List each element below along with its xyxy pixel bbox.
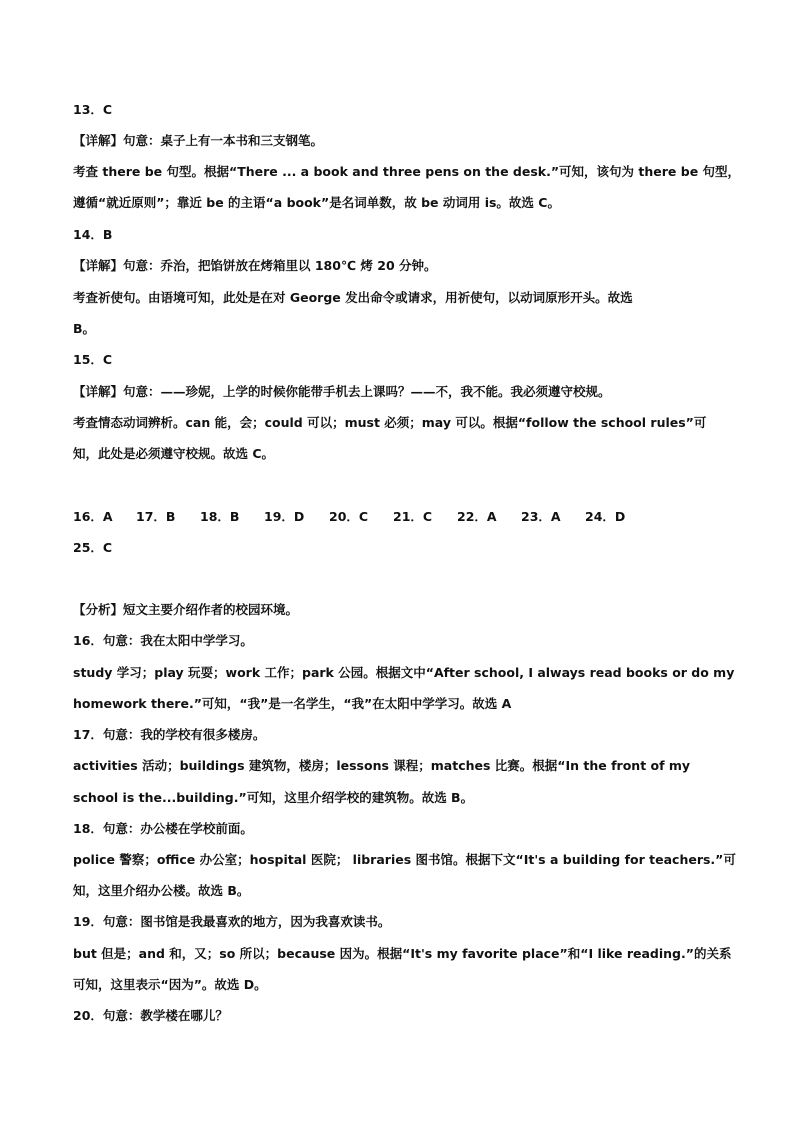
answer-22: 22．A [457,509,497,524]
analysis-summary: 【分析】短文主要介绍作者的校园环境。 [73,602,299,617]
explanation-15-line2: 知，此处是必须遵守校规。故选 C。 [73,446,275,461]
explanation-17-meaning: 17．句意：我的学校有很多楼房。 [73,727,266,742]
answer-21: 21．C [393,509,433,524]
explanation-13-line2: 遵循“就近原则”；靠近 be 的主语“a book”是名词单数，故 be 动词用 is。故选 C。 [73,195,560,210]
explanation-14-line2: B。 [73,321,96,336]
explanation-15-line1: 考查情态动词辨析。can 能，会；could 可以；must 必须；may 可以。根据“follow the school rules”可 [73,415,707,430]
answer-17: 17．B [136,509,176,524]
explanation-16-line2: homework there.”可知，“我”是一名学生，“我”在太阳中学学习。故选 A [73,696,512,711]
explanation-18-line2: 知，这里介绍办公楼。故选 B。 [73,883,250,898]
explanation-16-meaning: 16．句意：我在太阳中学学习。 [73,633,253,648]
answer-16: 16．A [73,509,113,524]
answer-15: 15．C [73,352,113,367]
explanation-19-line2: 可知，这里表示“因为”。故选 D。 [73,977,267,992]
answer-24: 24．D [585,509,626,524]
answer-18: 18．B [200,509,240,524]
explanation-18-meaning: 18．句意：办公楼在学校前面。 [73,821,253,836]
answer-key-row [73,509,673,525]
answer-19: 19．D [264,509,305,524]
answer-14: 14．B [73,227,113,242]
explanation-13-line1: 考查 there be 句型。根据“There ... a book and three pens on the desk.”可知，该句为 there be 句型， [73,164,741,179]
explanation-16-line1: study 学习；play 玩耍；work 工作；park 公园。根据文中“After school, I always read books or do my [73,665,735,680]
answer-20: 20．C [329,509,369,524]
explanation-17-line2: school is the...building.”可知，这里介绍学校的建筑物。故选 B。 [73,790,474,805]
explanation-13-meaning: 【详解】句意：桌子上有一本书和三支钢笔。 [73,133,324,148]
explanation-19-meaning: 19．句意：图书馆是我最喜欢的地方，因为我喜欢读书。 [73,914,391,929]
explanation-15-meaning: 【详解】句意：——珍妮，上学的时候你能带手机去上课吗？——不，我不能。我必须遵守校规。 [73,384,611,399]
explanation-14-line1: 考查祈使句。由语境可知，此处是在对 George 发出命令或请求，用祈使句，以动词原形开头。故选 [73,290,633,305]
answer-13: 13．C [73,102,113,117]
explanation-18-line1: police 警察；office 办公室；hospital 医院； libraries 图书馆。根据下文“It's a building for teachers.”可 [73,852,736,867]
explanation-19-line1: but 但是；and 和，又；so 所以；because 因为。根据“It's my favorite place”和“I like reading.”的关系 [73,946,732,961]
answer-25: 25．C [73,540,113,555]
explanation-17-line1: activities 活动；buildings 建筑物，楼房；lessons 课程；matches 比赛。根据“In the front of my [73,758,691,773]
explanation-14-meaning: 【详解】句意：乔治，把馅饼放在烤箱里以 180℃ 烤 20 分钟。 [73,258,437,273]
answer-23: 23．A [521,509,561,524]
explanation-20-meaning: 20．句意：教学楼在哪儿？ [73,1008,228,1023]
